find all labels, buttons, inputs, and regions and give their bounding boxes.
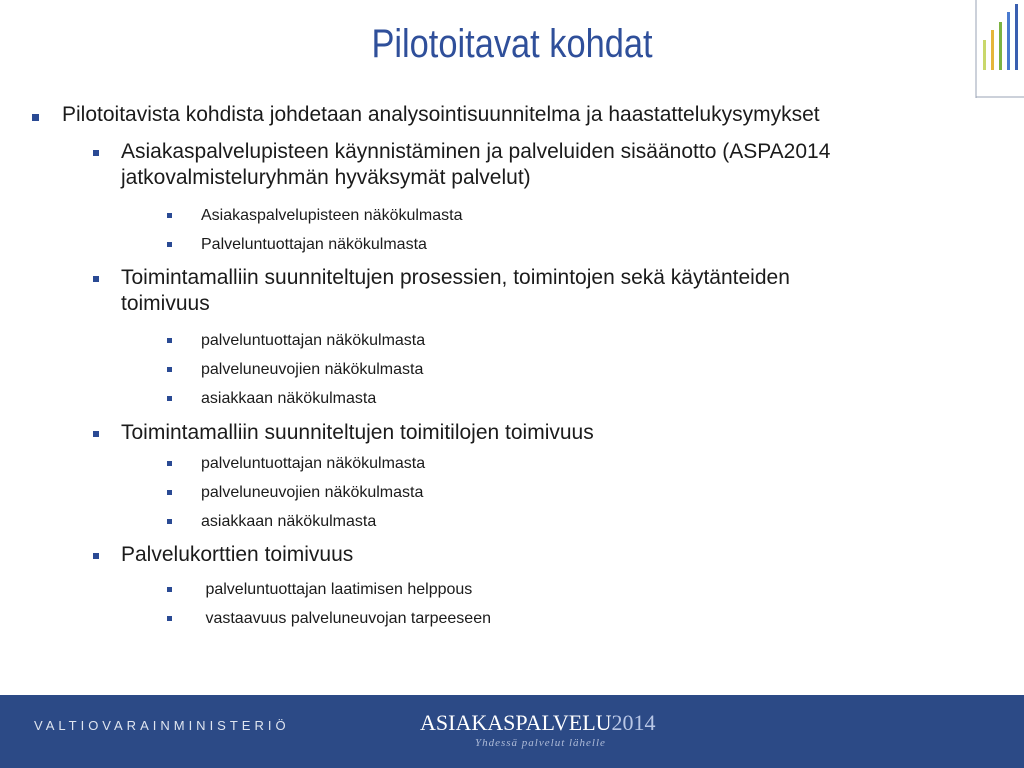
bullet-text: Pilotoitavista kohdista johdetaan analysointisuunnitelma ja haastattelukysymykset <box>62 103 820 126</box>
square-bullet-icon <box>167 396 172 401</box>
square-bullet-icon <box>167 338 172 343</box>
brand-name: ASIAKASPALVELU <box>420 710 612 735</box>
bullet-text-continued: toimivuus <box>121 292 210 315</box>
sub-bullet-text: palveluntuottajan näkökulmasta <box>201 455 426 472</box>
sub-bullet-text: palveluntuottajan laatimisen helppous <box>201 581 473 598</box>
brand-logo <box>420 710 656 736</box>
bullet-text: Palvelukorttien toimivuus <box>121 543 354 566</box>
square-bullet-icon <box>167 490 172 495</box>
square-bullet-icon <box>167 367 172 372</box>
slide-title: Pilotoitavat kohdat <box>371 22 653 66</box>
sub-bullet-text: vastaavuus palveluneuvojan tarpeeseen <box>201 610 491 627</box>
sub-bullet-text: palveluneuvojien näkökulmasta <box>201 361 424 378</box>
brand-year: 2014 <box>611 710 656 735</box>
sub-bullet-text: asiakkaan näkökulmasta <box>201 390 377 407</box>
sub-bullet-text: palveluntuottajan näkökulmasta <box>201 332 426 349</box>
footer-bar <box>0 695 1024 768</box>
square-bullet-icon <box>93 553 99 559</box>
ministry-name: VALTIOVARAINMINISTERIÖ <box>34 718 290 733</box>
square-bullet-icon <box>167 242 172 247</box>
bullet-text: Toimintamalliin suunniteltujen prosessien, toimintojen sekä käytänteiden <box>121 266 790 289</box>
bullet-text: Toimintamalliin suunniteltujen toimitilojen toimivuus <box>121 421 594 444</box>
square-bullet-icon <box>167 213 172 218</box>
square-bullet-icon <box>93 276 99 282</box>
bullet-text: Asiakaspalvelupisteen käynnistäminen ja palveluiden sisäänotto (ASPA2014 <box>121 140 831 163</box>
square-bullet-icon <box>167 519 172 524</box>
sub-bullet-text: palveluneuvojien näkökulmasta <box>201 484 424 501</box>
sub-bullet-text: asiakkaan näkökulmasta <box>201 513 377 530</box>
brand-tagline: Yhdessä palvelut lähelle <box>475 737 606 749</box>
bullet-text-continued: jatkovalmisteluryhmän hyväksymät palvelut) <box>121 166 531 189</box>
sub-bullet-text: Asiakaspalvelupisteen näkökulmasta <box>201 207 463 224</box>
square-bullet-icon <box>93 431 99 437</box>
square-bullet-icon <box>167 616 172 621</box>
sub-bullet-text: Palveluntuottajan näkökulmasta <box>201 236 427 253</box>
square-bullet-icon <box>32 114 39 121</box>
square-bullet-icon <box>93 150 99 156</box>
square-bullet-icon <box>167 461 172 466</box>
square-bullet-icon <box>167 587 172 592</box>
